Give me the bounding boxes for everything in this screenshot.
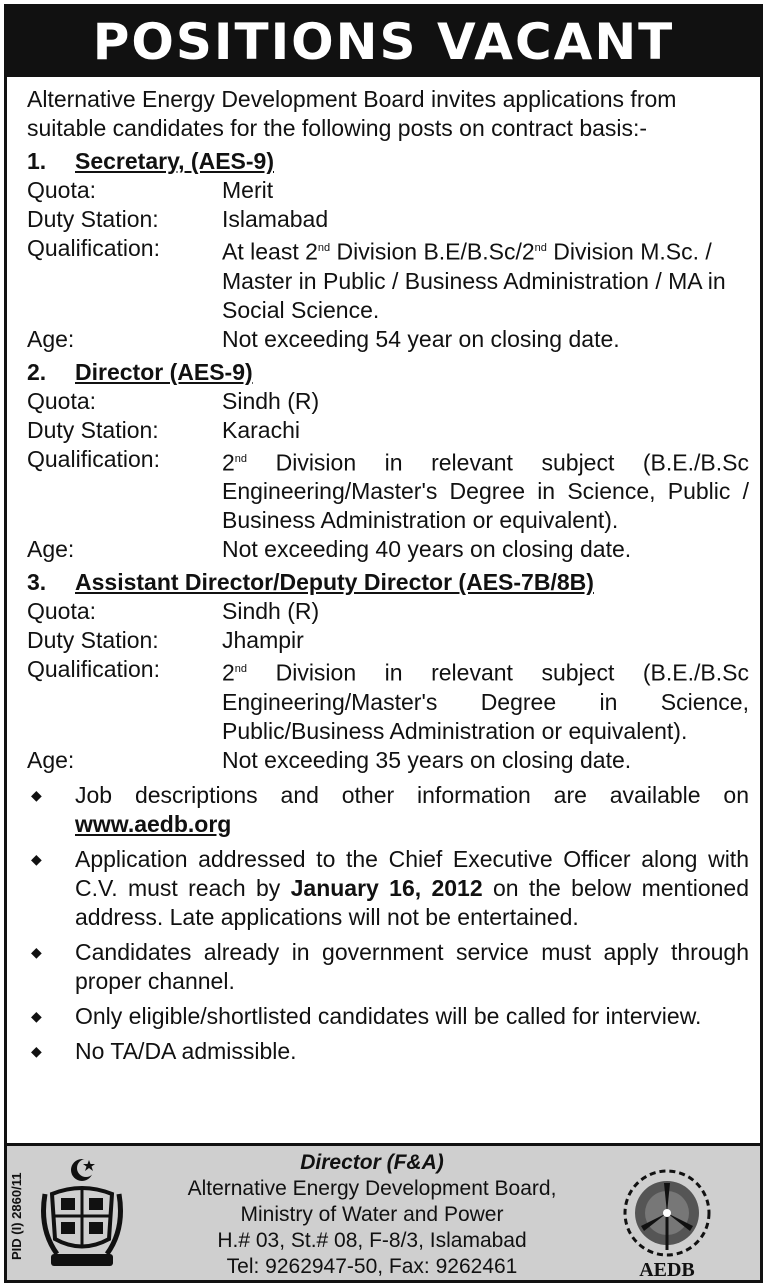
post-heading <box>27 568 749 597</box>
bullet-icon: ◆ <box>31 1042 42 1059</box>
qualification-row <box>27 445 749 536</box>
post-3 <box>27 568 749 775</box>
age-label: Age: <box>27 325 75 352</box>
contact-footer <box>7 1143 760 1283</box>
post-title: Director (AES-9) <box>75 358 253 385</box>
notes-list <box>27 781 749 1066</box>
qualification-row <box>27 655 749 746</box>
duty-station-row <box>27 205 749 234</box>
qualification-value: At least 2nd Division B.E/B.Sc/2nd Division M.Sc. / Master in Public / Business Administration / MA in Social Science. <box>222 238 726 323</box>
post-heading <box>27 147 749 176</box>
quota-label: Quota: <box>27 387 97 414</box>
list-item: ◆ Candidates already in government service must apply through proper channel. <box>27 938 749 996</box>
duty-station-label: Duty Station: <box>27 627 159 654</box>
quota-value: Sindh (R) <box>222 387 320 414</box>
duty-station-label: Duty Station: <box>27 416 159 443</box>
duty-station-row <box>27 416 749 445</box>
quota-label: Quota: <box>27 177 97 203</box>
quota-label: Quota: <box>27 598 97 625</box>
age-label: Age: <box>27 536 75 563</box>
age-value: Not exceeding 40 years on closing date. <box>222 536 632 563</box>
post-heading <box>27 358 749 387</box>
age-row <box>27 535 749 564</box>
duty-station-value: Islamabad <box>222 206 329 232</box>
post-title: Secretary, (AES-9) <box>75 148 274 174</box>
list-item: ◆ Only eligible/shortlisted candidates will be called for interview. <box>27 1002 749 1031</box>
bullet-icon: ◆ <box>31 850 42 867</box>
post-title: Assistant Director/Deputy Director (AES-7B/8B) <box>75 569 594 596</box>
contact-org: Alternative Energy Development Board, <box>187 1177 557 1200</box>
duty-station-value: Jhampir <box>222 627 304 654</box>
age-value: Not exceeding 35 years on closing date. <box>222 746 632 773</box>
list-item: ◆ Application addressed to the Chief Executive Officer along with C.V. must reach by January 16, 2012 on the below mentioned address. Late applications will not be entertained. <box>27 845 749 932</box>
age-value: Not exceeding 54 year on closing date. <box>222 325 620 352</box>
aedb-logo <box>607 1158 727 1283</box>
post-number: 3. <box>27 569 47 596</box>
logo-text: AEDB <box>639 1259 695 1281</box>
list-item: ◆ No TA/DA admissible. <box>27 1037 749 1066</box>
deadline-date: January 16, 2012 <box>290 874 483 901</box>
bullet-icon: ◆ <box>31 786 42 803</box>
advertisement <box>4 4 763 1283</box>
bullet-icon: ◆ <box>31 1007 42 1024</box>
contact-address <box>147 1150 597 1280</box>
list-item: ◆ Job descriptions and other information are available on www.aedb.org <box>27 781 749 839</box>
ad-body <box>27 85 749 1072</box>
age-label: Age: <box>27 746 75 773</box>
qualification-label: Qualification: <box>27 445 160 472</box>
age-row <box>27 325 749 354</box>
duty-station-value: Karachi <box>222 416 300 443</box>
qualification-label: Qualification: <box>27 656 160 683</box>
duty-station-row <box>27 626 749 655</box>
qualification-label: Qualification: <box>27 235 160 261</box>
contact-phone: Tel: 9262947-50, Fax: 9262461 <box>226 1255 518 1278</box>
pakistan-emblem-icon <box>37 1154 127 1279</box>
quota-value: Sindh (R) <box>222 598 320 625</box>
website-link[interactable]: www.aedb.org <box>75 810 232 837</box>
page-title: POSITIONS VACANT <box>7 7 760 77</box>
quota-row <box>27 597 749 626</box>
age-row <box>27 746 749 775</box>
qualification-row <box>27 234 749 325</box>
post-1 <box>27 147 749 354</box>
post-number: 1. <box>27 148 47 174</box>
quota-value: Merit <box>222 177 274 203</box>
quota-row <box>27 176 749 205</box>
pid-number: PID (I) 2860/11 <box>9 1172 24 1261</box>
contact-address-line: H.# 03, St.# 08, F-8/3, Islamabad <box>217 1229 527 1252</box>
bullet-icon: ◆ <box>31 943 42 960</box>
duty-station-label: Duty Station: <box>27 206 159 232</box>
post-2 <box>27 358 749 565</box>
post-number: 2. <box>27 358 47 385</box>
intro-text: Alternative Energy Development Board invites applications from suitable candidates for the following posts on contract basis:- <box>27 86 677 141</box>
contact-ministry: Ministry of Water and Power <box>240 1203 504 1226</box>
qualification-value: 2nd Division in relevant subject (B.E./B.Sc Engineering/Master's Degree in Science, Public/Business Administration or equivalent). <box>222 659 749 744</box>
contact-role: Director (F&A) <box>300 1151 444 1174</box>
qualification-value: 2nd Division in relevant subject (B.E./B.Sc Engineering/Master's Degree in Science, Public / Business Administration or equivalent). <box>222 449 749 534</box>
quota-row <box>27 387 749 416</box>
